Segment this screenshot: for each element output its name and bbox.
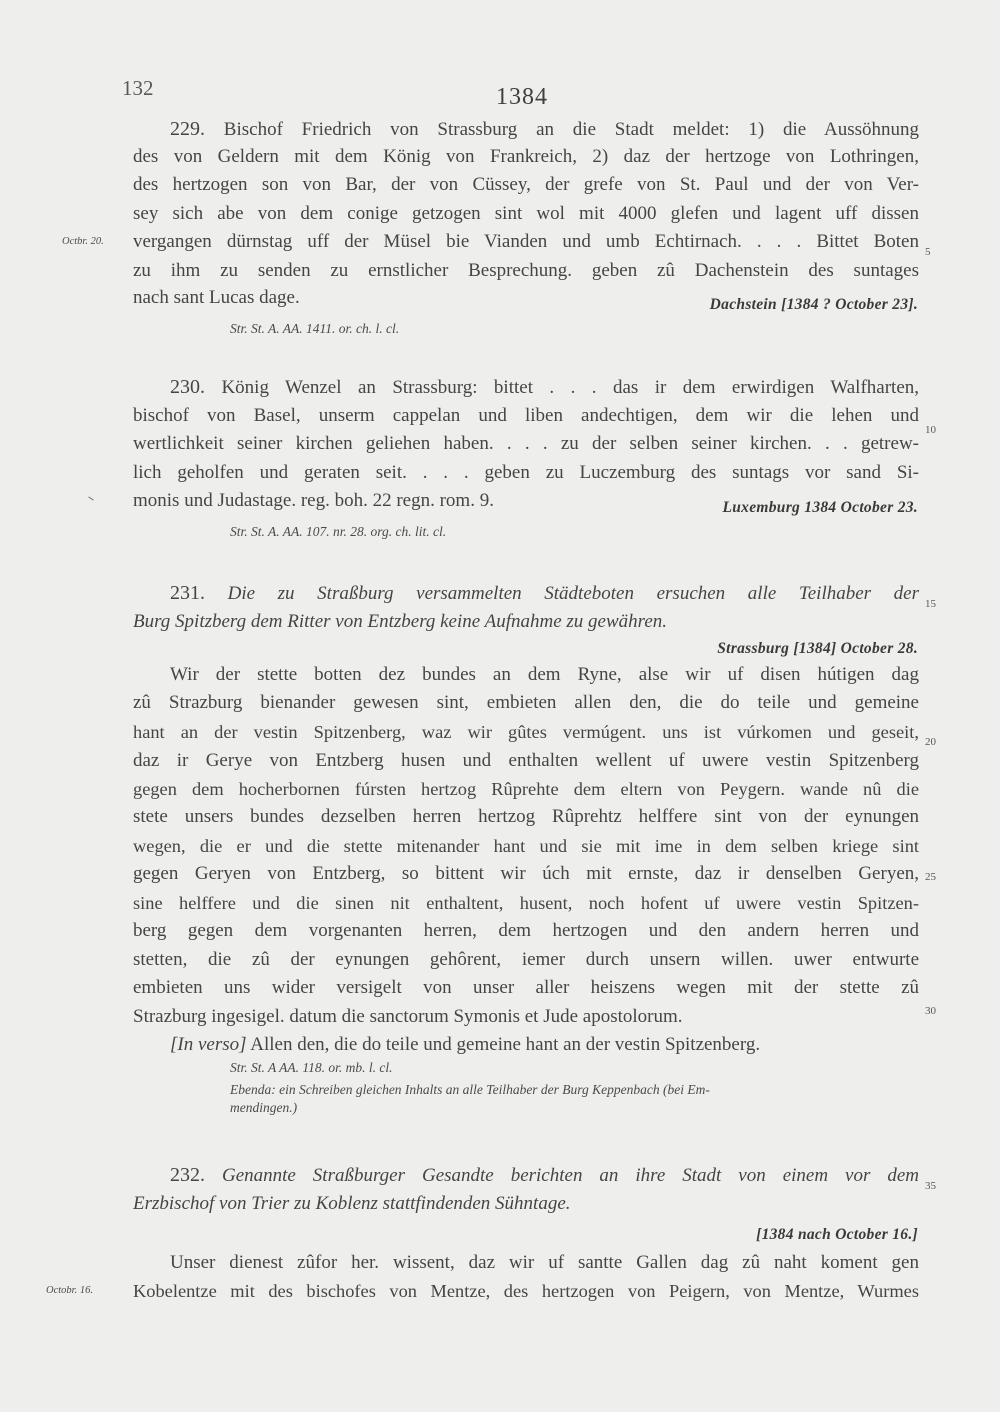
entry-line: des hertzogen son von Bar, der von Cüssey, der grefe von St. Paul und der von Ver- bbox=[133, 174, 919, 195]
entry-line: 229. Bischof Friedrich von Strassburg an die Stadt meldet: 1) die Aussöhnung bbox=[170, 118, 919, 140]
entry-line: hant an der vestin Spitzenberg, waz wir gûtes vermúgent. uns ist vúrkomen und geseit, bbox=[133, 722, 919, 742]
entry-line: nach sant Lucas dage. bbox=[133, 287, 300, 308]
entry-line: wertlichkeit seiner kirchen geliehen haben. . . . zu der selben seiner kirchen. . . getrew- bbox=[133, 433, 919, 454]
line-number: 20 bbox=[925, 736, 936, 748]
entry-line: [In verso] Allen den, die do teile und gemeine hant an der vestin Spitzenberg. bbox=[170, 1034, 761, 1055]
entry-number: 232. bbox=[170, 1164, 205, 1186]
entry-line: lich geholfen und geraten seit. . . . geben zu Luczemburg des suntags vor sand Si- bbox=[133, 462, 919, 483]
entry-date: Luxemburg 1384 October 23. bbox=[722, 499, 918, 516]
stray-mark bbox=[88, 496, 93, 500]
entry-note: mendingen.) bbox=[230, 1100, 298, 1115]
entry-line: gegen Geryen von Entzberg, so bittent wir úch mit ernste, daz ir denselben Geryen, bbox=[133, 863, 919, 884]
entry-date: [1384 nach October 16.] bbox=[756, 1226, 918, 1243]
entry-source: Str. St. A. AA. 107. nr. 28. org. ch. lit. cl. bbox=[230, 524, 447, 539]
entry-line: sey sich abe von dem conige getzogen sint wol mit 4000 glefen und lagent uff dissen bbox=[133, 203, 919, 224]
entry-line: monis und Judastage. reg. boh. 22 regn. rom. 9. bbox=[133, 490, 494, 511]
entry-heading-line: Erzbischof von Trier zu Koblenz stattfindenden Sühntage. bbox=[133, 1193, 571, 1214]
entry-date: Strassburg [1384] October 28. bbox=[717, 640, 918, 657]
entry-number: 230. bbox=[170, 376, 205, 398]
page-number: 132 bbox=[122, 76, 154, 100]
entry-line: stetten, die zû der eynungen gehôrent, iemer durch unsern willen. uwer entwurte bbox=[133, 949, 919, 970]
entry-line: sine helffere und die sinen nit enthaltent, husent, noch hofent uf uwere vestin Spitzen- bbox=[133, 893, 919, 913]
line-number: 30 bbox=[925, 1005, 936, 1017]
entry-source: Str. St. A. AA. 1411. or. ch. l. cl. bbox=[230, 321, 400, 336]
entry-line: bischof von Basel, unserm cappelan und liben andechtigen, dem wir die lehen und bbox=[133, 405, 919, 426]
entry-note: Ebenda: ein Schreiben gleichen Inhalts an alle Teilhaber der Burg Keppenbach (bei Em- bbox=[230, 1082, 710, 1097]
entry-line: zû Strazburg bienander gewesen sint, embieten allen den, die do teile und gemeine bbox=[133, 692, 919, 713]
entry-heading-line: Burg Spitzberg dem Ritter von Entzberg keine Aufnahme zu gewähren. bbox=[133, 611, 668, 632]
entry-line: Unser dienest zûfor her. wissent, daz wir uf santte Gallen dag zû naht koment gen bbox=[170, 1252, 919, 1273]
entry-line: embieten uns wider versigelt von unser aller heiszens wegen mit der stette zû bbox=[133, 977, 919, 998]
entry-line: Strazburg ingesigel. datum die sanctorum Symonis et Jude apostolorum. bbox=[133, 1006, 683, 1027]
running-head-year: 1384 bbox=[496, 84, 548, 110]
line-number: 15 bbox=[925, 598, 936, 610]
entry-line: berg gegen dem vorgenanten herren, dem hertzogen und den andern herren und bbox=[133, 920, 919, 941]
entry-line: wegen, die er und die stette mitenander hant und sie mit ime in dem selben kriege sint bbox=[133, 836, 919, 856]
entry-line: vergangen dürnstag uff der Müsel bie Vianden und umb Echtirnach. . . . Bittet Boten bbox=[133, 231, 919, 252]
entry-line: daz ir Gerye von Entzberg husen und enthalten wellent uf uwere vestin Spitzenberg bbox=[133, 750, 919, 771]
entry-date: Dachstein [1384 ? October 23]. bbox=[709, 296, 918, 313]
margin-date: Octobr. 16. bbox=[46, 1285, 93, 1296]
entry-heading-line: 231. Die zu Straßburg versammelten Städteboten ersuchen alle Teilhaber der bbox=[170, 582, 919, 604]
entry-line: des von Geldern mit dem König von Frankreich, 2) daz der hertzoge von Lothringen, bbox=[133, 146, 919, 167]
entry-number: 229. bbox=[170, 118, 205, 140]
in-verso-mark: [In verso] bbox=[170, 1034, 247, 1055]
line-number: 25 bbox=[925, 871, 936, 883]
entry-line: 230. König Wenzel an Strassburg: bittet . . . das ir dem erwirdigen Walfharten, bbox=[170, 376, 919, 398]
entry-line: zu ihm zu senden zu ernstlicher Besprechung. geben zû Dachenstein des suntages bbox=[133, 260, 919, 281]
entry-line: Wir der stette botten dez bundes an dem Ryne, alse wir uf disen hútigen dag bbox=[170, 664, 919, 685]
entry-number: 231. bbox=[170, 582, 205, 604]
line-number: 10 bbox=[925, 424, 936, 436]
entry-line: Kobelentze mit des bischofes von Mentze, des hertzogen von Peigern, von Mentze, Wurmes bbox=[133, 1281, 919, 1301]
entry-line: stete unsers bundes dezselben herren hertzog Rûprehtz helffere sint von der eynungen bbox=[133, 806, 919, 827]
line-number: 5 bbox=[925, 246, 931, 258]
entry-heading-line: 232. Genannte Straßburger Gesandte berichten an ihre Stadt von einem vor dem bbox=[170, 1164, 919, 1186]
margin-date: Octbr. 20. bbox=[62, 236, 104, 247]
entry-source: Str. St. A AA. 118. or. mb. l. cl. bbox=[230, 1060, 393, 1075]
entry-line: gegen dem hocherbornen fúrsten hertzog Rûprehte dem eltern von Peygern. wande nû die bbox=[133, 779, 919, 799]
line-number: 35 bbox=[925, 1180, 936, 1192]
